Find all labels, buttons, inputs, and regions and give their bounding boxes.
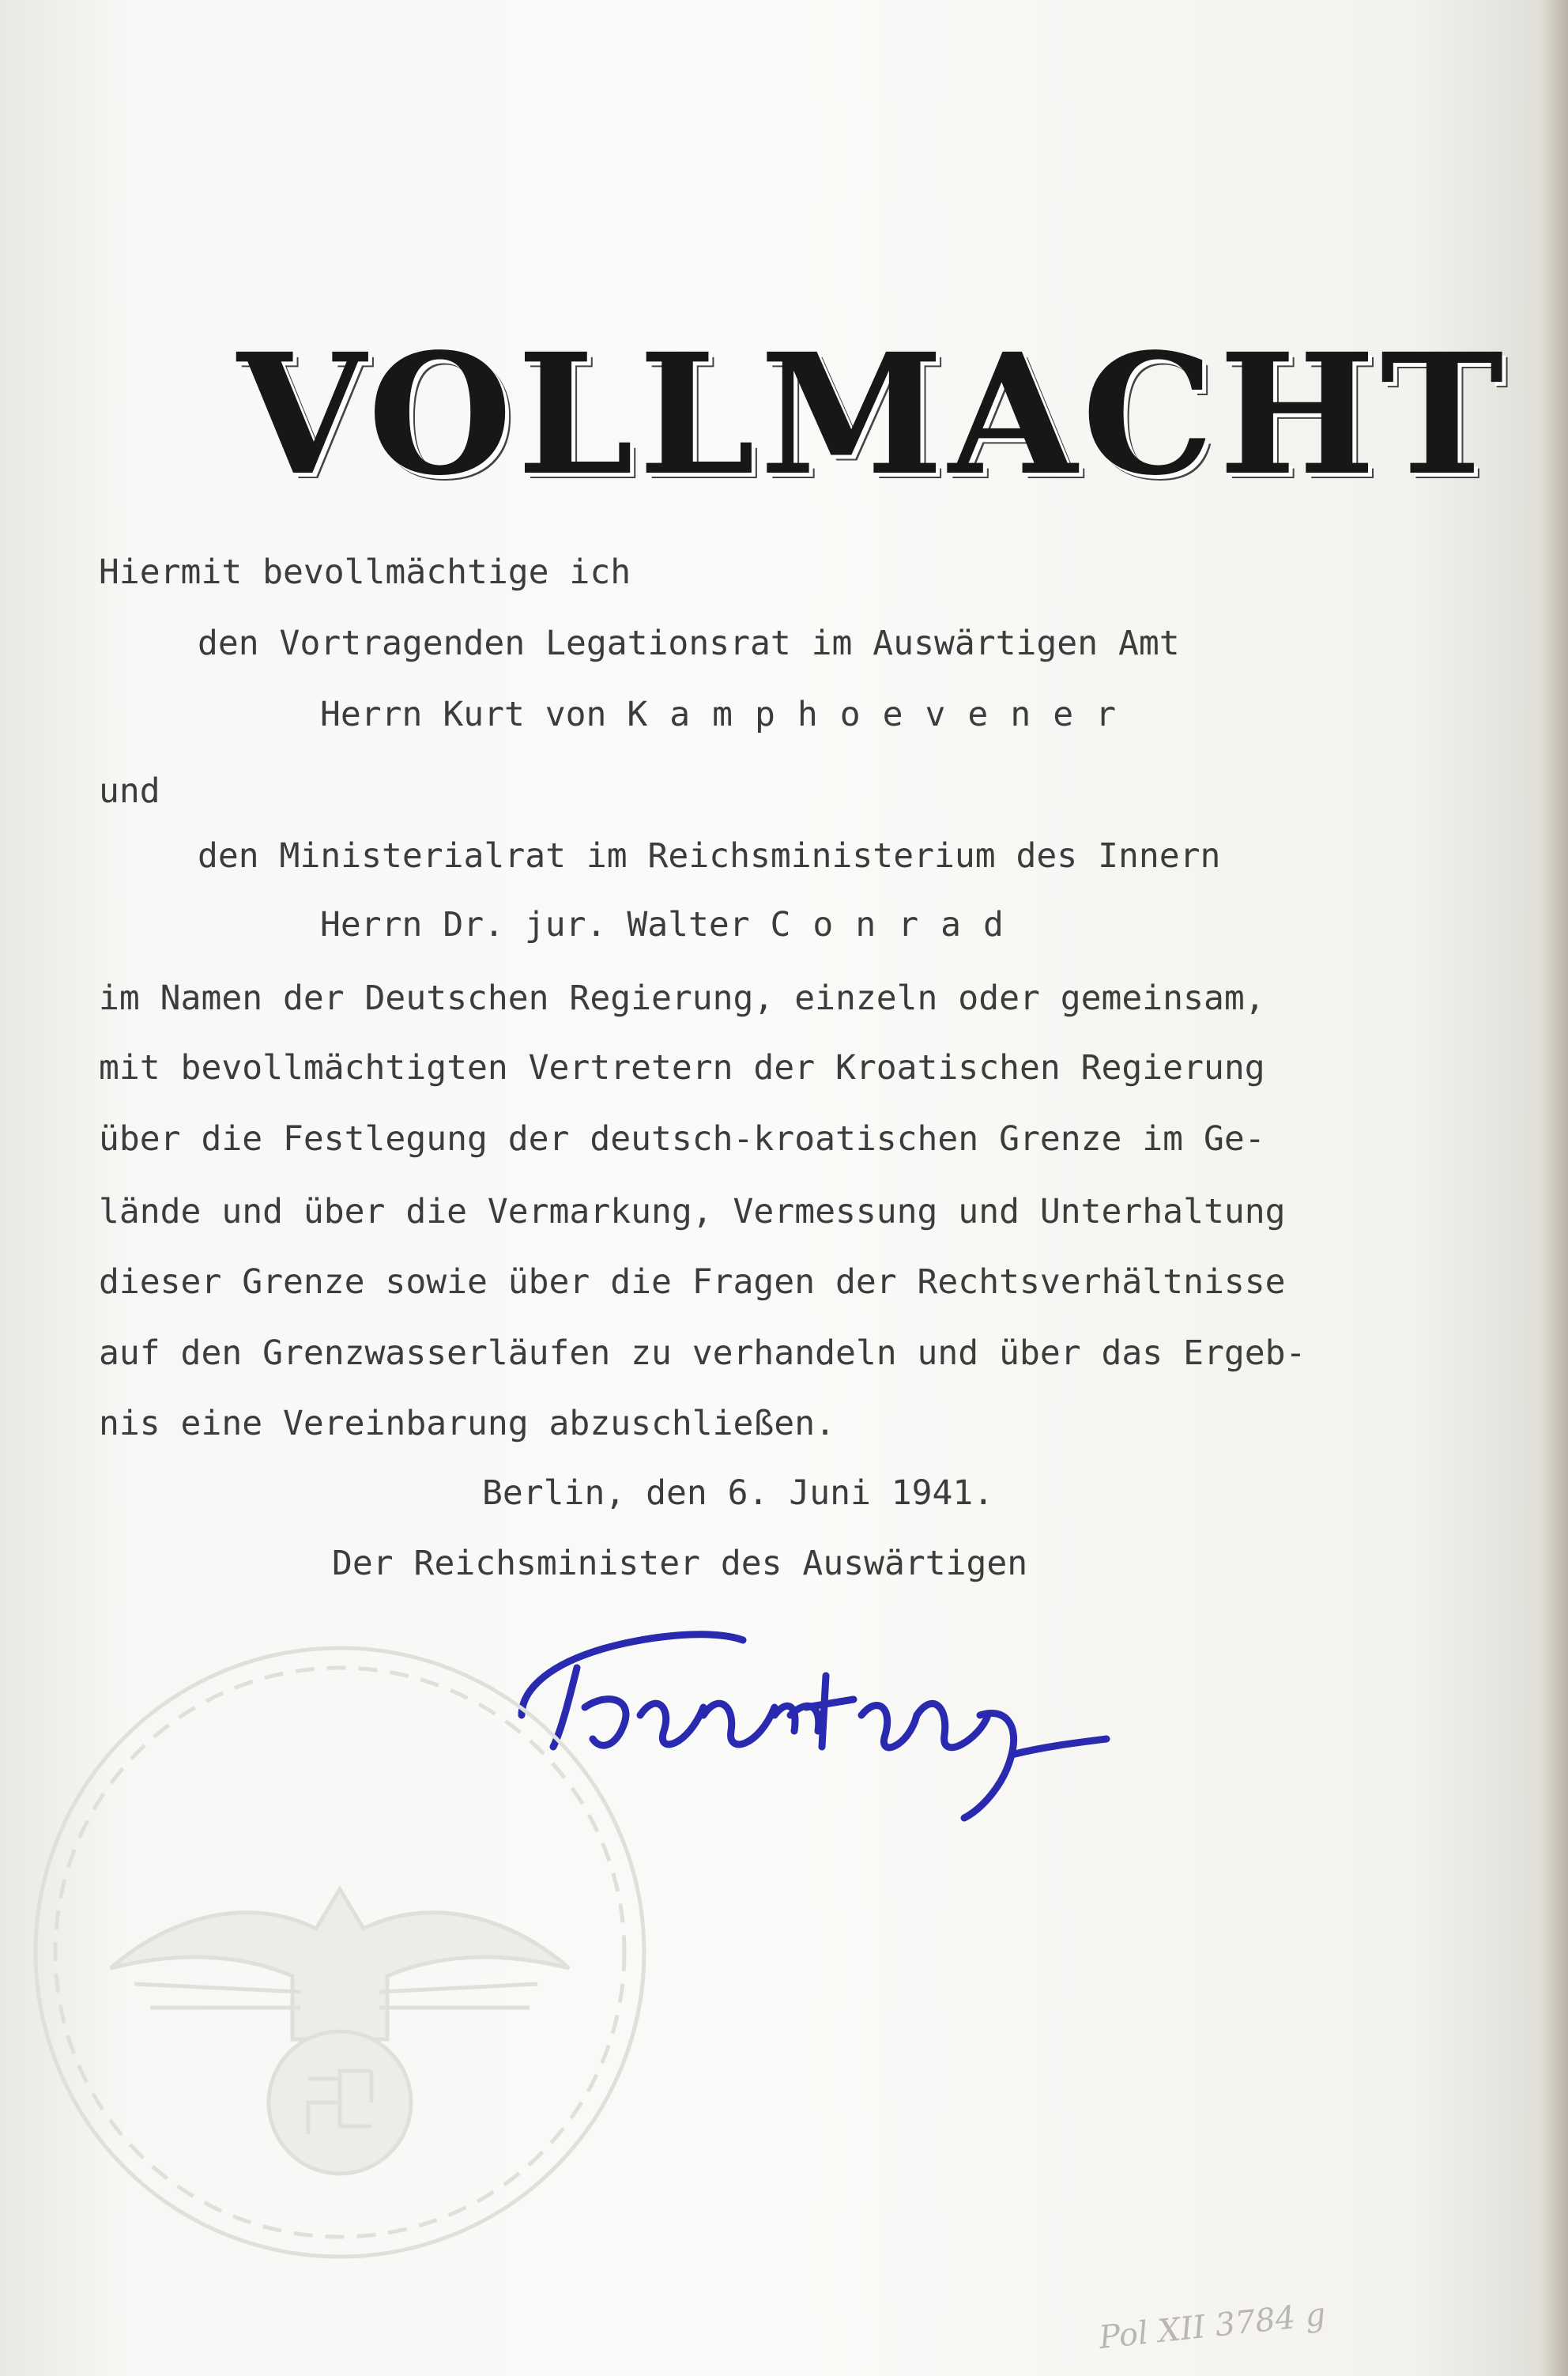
document-title: VOLLMACHT bbox=[237, 317, 1509, 512]
signatory-title: Der Reichsminister des Auswärtigen bbox=[332, 1544, 1028, 1583]
person2-surname: Conrad bbox=[770, 905, 1026, 945]
text-line-8: mit bevollmächtigten Vertretern der Kroatischen Regierung bbox=[99, 1048, 1265, 1088]
person1-surname: Kamphoevener bbox=[627, 695, 1138, 734]
text-line-5: den Ministerialrat im Reichsministerium des Innern bbox=[198, 836, 1221, 876]
text-line-11: dieser Grenze sowie über die Fragen der Rechtsverhältnisse bbox=[99, 1262, 1286, 1302]
embossed-eagle-seal-icon bbox=[16, 1628, 664, 2276]
place-date: Berlin, den 6. Juni 1941. bbox=[482, 1473, 994, 1513]
text-line-3-person1 bbox=[320, 695, 1138, 734]
person2-prefix: Herrn Dr. jur. Walter bbox=[320, 905, 771, 945]
text-line-12: auf den Grenzwasserläufen zu verhandeln und über das Ergeb- bbox=[99, 1333, 1306, 1373]
text-line-6-person2 bbox=[320, 905, 1026, 945]
text-line-13: nis eine Vereinbarung abzuschließen. bbox=[99, 1404, 835, 1443]
person1-prefix: Herrn Kurt von bbox=[320, 695, 628, 734]
text-line-2: den Vortragenden Legationsrat im Auswärtigen Amt bbox=[198, 624, 1180, 663]
text-line-4: und bbox=[99, 771, 160, 811]
text-line-7: im Namen der Deutschen Regierung, einzeln oder gemeinsam, bbox=[99, 979, 1265, 1018]
text-line-9: über die Festlegung der deutsch-kroatischen Grenze im Ge- bbox=[99, 1119, 1265, 1159]
archive-pencil-note: Pol XII 3784 g bbox=[1097, 2296, 1328, 2356]
text-line-1: Hiermit bevollmächtige ich bbox=[99, 553, 631, 592]
text-line-10: lände und über die Vermarkung, Vermessung und Unterhaltung bbox=[99, 1192, 1286, 1231]
page-edge bbox=[1540, 0, 1568, 2376]
